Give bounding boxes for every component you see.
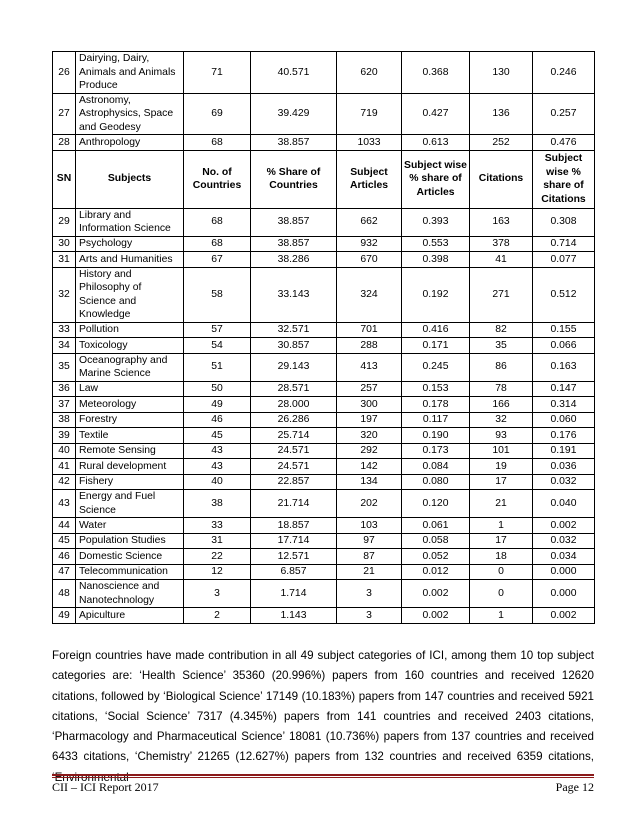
cell-share-articles: 0.190 — [402, 428, 470, 444]
cell-countries: 43 — [184, 443, 251, 459]
cell-share-articles: 0.061 — [402, 518, 470, 534]
cell-articles: 324 — [337, 267, 402, 322]
cell-share-citations: 0.163 — [533, 353, 595, 381]
cell-sn: 39 — [53, 428, 76, 444]
cell-share-articles: 0.052 — [402, 549, 470, 565]
cell-share-citations: 0.246 — [533, 52, 595, 94]
footer-report-title: CII – ICI Report 2017 — [52, 780, 159, 794]
cell-sn: 33 — [53, 322, 76, 338]
cell-citations: 78 — [470, 381, 533, 397]
cell-countries: 40 — [184, 474, 251, 490]
cell-countries: 50 — [184, 381, 251, 397]
cell-sn: 26 — [53, 52, 76, 94]
cell-share-countries: 32.571 — [251, 322, 337, 338]
table-row — [53, 208, 595, 236]
cell-citations: 136 — [470, 93, 533, 135]
cell-subject: Astronomy, Astrophysics, Space and Geodesy — [76, 93, 184, 135]
cell-articles: 320 — [337, 428, 402, 444]
table-row — [53, 518, 595, 534]
cell-articles: 662 — [337, 208, 402, 236]
cell-countries: 54 — [184, 338, 251, 354]
table-row — [53, 428, 595, 444]
cell-subject: History and Philosophy of Science and Knowledge — [76, 267, 184, 322]
cell-citations: 163 — [470, 208, 533, 236]
cell-share-countries: 24.571 — [251, 459, 337, 475]
table-row — [53, 580, 595, 608]
cell-share-citations: 0.032 — [533, 533, 595, 549]
cell-citations: 0 — [470, 564, 533, 580]
table-body-top — [53, 52, 595, 151]
table-row — [53, 381, 595, 397]
table-row — [53, 533, 595, 549]
table-header-section — [53, 150, 595, 208]
cell-share-countries: 18.857 — [251, 518, 337, 534]
cell-share-articles: 0.368 — [402, 52, 470, 94]
cell-citations: 86 — [470, 353, 533, 381]
cell-sn: 42 — [53, 474, 76, 490]
cell-subject: Fishery — [76, 474, 184, 490]
cell-subject: Population Studies — [76, 533, 184, 549]
cell-subject: Oceanography and Marine Science — [76, 353, 184, 381]
table-row — [53, 267, 595, 322]
table-row — [53, 338, 595, 354]
cell-share-articles: 0.173 — [402, 443, 470, 459]
cell-sn: 27 — [53, 93, 76, 135]
cell-share-articles: 0.393 — [402, 208, 470, 236]
header-share-citations: Subject wise % share of Citations — [533, 150, 595, 208]
table-row — [53, 397, 595, 413]
cell-countries: 33 — [184, 518, 251, 534]
cell-articles: 413 — [337, 353, 402, 381]
table-row — [53, 443, 595, 459]
cell-subject: Rural development — [76, 459, 184, 475]
cell-share-citations: 0.476 — [533, 135, 595, 151]
cell-share-countries: 22.857 — [251, 474, 337, 490]
cell-countries: 58 — [184, 267, 251, 322]
cell-share-countries: 24.571 — [251, 443, 337, 459]
cell-sn: 40 — [53, 443, 76, 459]
cell-share-citations: 0.191 — [533, 443, 595, 459]
cell-share-articles: 0.416 — [402, 322, 470, 338]
table-row — [53, 236, 595, 252]
cell-sn: 44 — [53, 518, 76, 534]
cell-share-articles: 0.192 — [402, 267, 470, 322]
cell-articles: 701 — [337, 322, 402, 338]
cell-share-articles: 0.398 — [402, 252, 470, 268]
cell-subject: Telecommunication — [76, 564, 184, 580]
cell-share-countries: 17.714 — [251, 533, 337, 549]
cell-share-countries: 26.286 — [251, 412, 337, 428]
header-citations: Citations — [470, 150, 533, 208]
cell-subject: Remote Sensing — [76, 443, 184, 459]
cell-countries: 57 — [184, 322, 251, 338]
cell-countries: 71 — [184, 52, 251, 94]
cell-countries: 68 — [184, 135, 251, 151]
cell-share-articles: 0.002 — [402, 580, 470, 608]
table-row — [53, 474, 595, 490]
cell-sn: 28 — [53, 135, 76, 151]
cell-articles: 134 — [337, 474, 402, 490]
cell-share-countries: 28.571 — [251, 381, 337, 397]
cell-share-countries: 38.857 — [251, 236, 337, 252]
cell-articles: 300 — [337, 397, 402, 413]
cell-countries: 46 — [184, 412, 251, 428]
cell-subject: Anthropology — [76, 135, 184, 151]
cell-countries: 69 — [184, 93, 251, 135]
cell-countries: 12 — [184, 564, 251, 580]
header-subjects: Subjects — [76, 150, 184, 208]
cell-subject: Psychology — [76, 236, 184, 252]
cell-articles: 620 — [337, 52, 402, 94]
cell-citations: 18 — [470, 549, 533, 565]
cell-countries: 45 — [184, 428, 251, 444]
cell-subject: Apiculture — [76, 608, 184, 624]
cell-share-countries: 12.571 — [251, 549, 337, 565]
cell-countries: 22 — [184, 549, 251, 565]
cell-articles: 1033 — [337, 135, 402, 151]
footer-rule — [52, 774, 594, 776]
cell-citations: 0 — [470, 580, 533, 608]
cell-share-citations: 0.077 — [533, 252, 595, 268]
cell-sn: 31 — [53, 252, 76, 268]
cell-share-citations: 0.002 — [533, 518, 595, 534]
cell-sn: 35 — [53, 353, 76, 381]
cell-share-countries: 1.143 — [251, 608, 337, 624]
cell-citations: 41 — [470, 252, 533, 268]
cell-share-countries: 38.286 — [251, 252, 337, 268]
table-row — [53, 564, 595, 580]
cell-subject: Energy and Fuel Science — [76, 490, 184, 518]
header-articles: Subject Articles — [337, 150, 402, 208]
table-row — [53, 490, 595, 518]
cell-share-articles: 0.002 — [402, 608, 470, 624]
cell-articles: 3 — [337, 608, 402, 624]
cell-share-citations: 0.066 — [533, 338, 595, 354]
cell-share-citations: 0.257 — [533, 93, 595, 135]
cell-share-countries: 38.857 — [251, 208, 337, 236]
cell-sn: 46 — [53, 549, 76, 565]
cell-citations: 252 — [470, 135, 533, 151]
cell-share-citations: 0.032 — [533, 474, 595, 490]
footer-page-number: Page 12 — [555, 780, 594, 794]
cell-citations: 21 — [470, 490, 533, 518]
cell-citations: 378 — [470, 236, 533, 252]
cell-subject: Forestry — [76, 412, 184, 428]
cell-countries: 68 — [184, 236, 251, 252]
table-row — [53, 353, 595, 381]
cell-articles: 202 — [337, 490, 402, 518]
cell-countries: 51 — [184, 353, 251, 381]
cell-sn: 47 — [53, 564, 76, 580]
cell-citations: 1 — [470, 518, 533, 534]
cell-subject: Arts and Humanities — [76, 252, 184, 268]
cell-subject: Nanoscience and Nanotechnology — [76, 580, 184, 608]
cell-subject: Library and Information Science — [76, 208, 184, 236]
header-countries: No. of Countries — [184, 150, 251, 208]
subject-statistics-table — [52, 51, 595, 624]
cell-citations: 166 — [470, 397, 533, 413]
cell-citations: 19 — [470, 459, 533, 475]
cell-articles: 932 — [337, 236, 402, 252]
cell-sn: 43 — [53, 490, 76, 518]
cell-articles: 97 — [337, 533, 402, 549]
cell-countries: 31 — [184, 533, 251, 549]
cell-articles: 670 — [337, 252, 402, 268]
cell-share-articles: 0.153 — [402, 381, 470, 397]
cell-citations: 130 — [470, 52, 533, 94]
cell-share-articles: 0.171 — [402, 338, 470, 354]
cell-share-citations: 0.036 — [533, 459, 595, 475]
header-share-articles: Subject wise % share of Articles — [402, 150, 470, 208]
table-body-main — [53, 208, 595, 623]
cell-articles: 292 — [337, 443, 402, 459]
cell-share-countries: 25.714 — [251, 428, 337, 444]
cell-sn: 49 — [53, 608, 76, 624]
cell-share-citations: 0.000 — [533, 580, 595, 608]
cell-sn: 29 — [53, 208, 76, 236]
cell-sn: 45 — [53, 533, 76, 549]
cell-share-articles: 0.117 — [402, 412, 470, 428]
cell-citations: 93 — [470, 428, 533, 444]
cell-countries: 2 — [184, 608, 251, 624]
cell-citations: 17 — [470, 474, 533, 490]
cell-subject: Law — [76, 381, 184, 397]
cell-share-citations: 0.155 — [533, 322, 595, 338]
cell-share-articles: 0.245 — [402, 353, 470, 381]
table-row — [53, 135, 595, 151]
cell-share-countries: 40.571 — [251, 52, 337, 94]
cell-share-citations: 0.314 — [533, 397, 595, 413]
cell-sn: 37 — [53, 397, 76, 413]
cell-articles: 21 — [337, 564, 402, 580]
cell-share-articles: 0.012 — [402, 564, 470, 580]
cell-share-countries: 28.000 — [251, 397, 337, 413]
table-row — [53, 93, 595, 135]
table-row — [53, 252, 595, 268]
table-header-row — [53, 150, 595, 208]
cell-share-countries: 38.857 — [251, 135, 337, 151]
cell-subject: Domestic Science — [76, 549, 184, 565]
cell-share-citations: 0.714 — [533, 236, 595, 252]
cell-share-articles: 0.553 — [402, 236, 470, 252]
cell-share-countries: 33.143 — [251, 267, 337, 322]
cell-share-countries: 29.143 — [251, 353, 337, 381]
cell-share-countries: 21.714 — [251, 490, 337, 518]
cell-sn: 41 — [53, 459, 76, 475]
cell-subject: Dairying, Dairy, Animals and Animals Produce — [76, 52, 184, 94]
cell-share-articles: 0.178 — [402, 397, 470, 413]
cell-articles: 257 — [337, 381, 402, 397]
table-row — [53, 459, 595, 475]
table-row — [53, 52, 595, 94]
cell-countries: 68 — [184, 208, 251, 236]
cell-subject: Meteorology — [76, 397, 184, 413]
cell-share-citations: 0.034 — [533, 549, 595, 565]
cell-articles: 719 — [337, 93, 402, 135]
cell-articles: 288 — [337, 338, 402, 354]
footer-rule-thin — [52, 777, 594, 778]
cell-articles: 142 — [337, 459, 402, 475]
cell-citations: 1 — [470, 608, 533, 624]
cell-sn: 30 — [53, 236, 76, 252]
table-row — [53, 608, 595, 624]
header-sn: SN — [53, 150, 76, 208]
cell-share-citations: 0.060 — [533, 412, 595, 428]
cell-sn: 34 — [53, 338, 76, 354]
cell-sn: 48 — [53, 580, 76, 608]
cell-citations: 35 — [470, 338, 533, 354]
cell-share-countries: 1.714 — [251, 580, 337, 608]
cell-share-countries: 30.857 — [251, 338, 337, 354]
table-row — [53, 549, 595, 565]
cell-sn: 32 — [53, 267, 76, 322]
cell-share-citations: 0.308 — [533, 208, 595, 236]
cell-subject: Pollution — [76, 322, 184, 338]
cell-share-articles: 0.058 — [402, 533, 470, 549]
cell-share-articles: 0.120 — [402, 490, 470, 518]
cell-countries: 49 — [184, 397, 251, 413]
cell-share-citations: 0.512 — [533, 267, 595, 322]
cell-citations: 17 — [470, 533, 533, 549]
cell-citations: 82 — [470, 322, 533, 338]
cell-subject: Water — [76, 518, 184, 534]
cell-share-countries: 39.429 — [251, 93, 337, 135]
cell-share-citations: 0.002 — [533, 608, 595, 624]
body-paragraph: Foreign countries have made contribution in all 49 subject categories of ICI, among them 10 top subject categories are: ‘Health Science’ 35360 (20.996%) papers from 160 countries and received 12620 citations, followed by ‘Biological Science’ 17149 (10.183%) papers from 147 countries and received 5921 citations, ‘Social Science’ 7317 (4.345%) papers from 141 countries and received 2403 citations, ‘Pharmacology and Pharmaceutical Science’ 18081 (10.736%) papers from 137 countries and received 6433 citations, ‘Chemistry’ 21265 (12.627%) papers from 132 countries and received 6359 citations, — [52, 649, 594, 764]
cell-share-articles: 0.427 — [402, 93, 470, 135]
cell-share-articles: 0.084 — [402, 459, 470, 475]
cell-share-citations: 0.176 — [533, 428, 595, 444]
cell-articles: 197 — [337, 412, 402, 428]
header-share-countries: % Share of Countries — [251, 150, 337, 208]
cell-articles: 103 — [337, 518, 402, 534]
cell-share-citations: 0.147 — [533, 381, 595, 397]
cell-sn: 36 — [53, 381, 76, 397]
cell-subject: Textile — [76, 428, 184, 444]
cell-countries: 38 — [184, 490, 251, 518]
cell-countries: 3 — [184, 580, 251, 608]
cell-sn: 38 — [53, 412, 76, 428]
cell-countries: 67 — [184, 252, 251, 268]
cell-share-citations: 0.040 — [533, 490, 595, 518]
cell-citations: 32 — [470, 412, 533, 428]
cell-articles: 3 — [337, 580, 402, 608]
cell-share-articles: 0.613 — [402, 135, 470, 151]
cell-share-countries: 6.857 — [251, 564, 337, 580]
table-row — [53, 322, 595, 338]
cell-subject: Toxicology — [76, 338, 184, 354]
cell-citations: 271 — [470, 267, 533, 322]
cell-articles: 87 — [337, 549, 402, 565]
cell-share-articles: 0.080 — [402, 474, 470, 490]
table-row — [53, 412, 595, 428]
cell-share-citations: 0.000 — [533, 564, 595, 580]
cell-citations: 101 — [470, 443, 533, 459]
cell-countries: 43 — [184, 459, 251, 475]
